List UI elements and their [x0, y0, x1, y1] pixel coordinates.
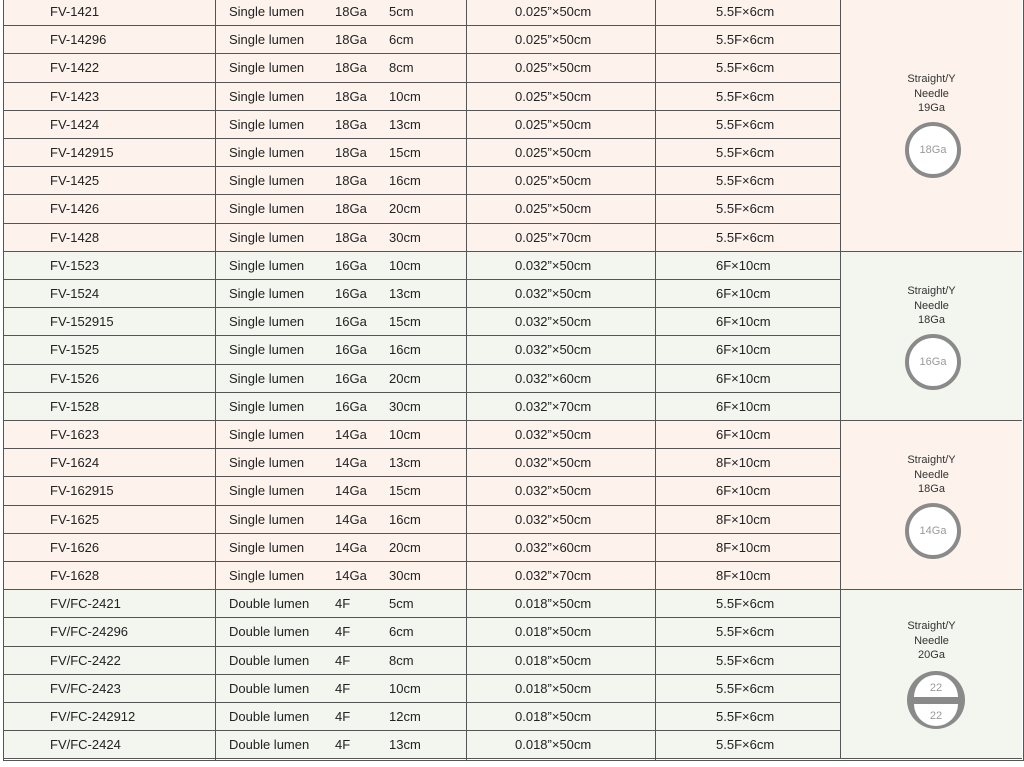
double-lumen-ring-icon — [905, 669, 967, 731]
table-row — [4, 675, 840, 703]
table-row — [4, 647, 840, 675]
cell-code: FV-1426 — [50, 201, 100, 216]
cell-code: FV-1424 — [50, 117, 100, 132]
cell-length: 13cm — [389, 117, 421, 132]
cell-dilator: 5.5F×6cm — [716, 89, 775, 104]
cell-length: 12cm — [389, 709, 421, 724]
table-row — [4, 590, 840, 618]
cell-length: 6cm — [389, 32, 414, 47]
cell-dilator: 6F×10cm — [716, 427, 771, 442]
cell-guidewire: 0.032”×50cm — [515, 314, 592, 329]
needle-label-line1: Straight/Y — [907, 285, 956, 297]
cell-gauge: 18Ga — [335, 230, 367, 245]
cell-length: 10cm — [389, 258, 421, 273]
table-row — [4, 280, 840, 308]
cell-type: Single lumen — [229, 89, 305, 104]
table-row — [4, 449, 840, 477]
cell-type: Single lumen — [229, 230, 305, 245]
cell-type: Single lumen — [229, 371, 305, 386]
cell-type: Single lumen — [229, 427, 305, 442]
cell-type: Single lumen — [229, 32, 305, 47]
cell-type: Single lumen — [229, 173, 305, 188]
cell-gauge: 4F — [335, 681, 351, 696]
table-row — [4, 618, 840, 647]
table-row — [4, 421, 840, 449]
cell-code: FV-1526 — [50, 371, 100, 386]
cell-dilator: 5.5F×6cm — [716, 737, 775, 752]
cell-dilator: 5.5F×6cm — [716, 32, 775, 47]
cell-dilator: 6F×10cm — [716, 314, 771, 329]
table-row — [4, 252, 840, 280]
cell-gauge: 18Ga — [335, 89, 367, 104]
cell-code: FV-1624 — [50, 455, 100, 470]
table-row — [4, 562, 840, 590]
cell-code: FV-1524 — [50, 286, 100, 301]
cell-dilator: 5.5F×6cm — [716, 201, 775, 216]
cell-gauge: 18Ga — [335, 145, 367, 160]
cell-dilator: 5.5F×6cm — [716, 4, 775, 19]
cell-code: FV/FC-2424 — [50, 737, 121, 752]
cell-guidewire: 0.032”×60cm — [515, 371, 592, 386]
table-row — [4, 83, 840, 111]
cell-code: FV-1528 — [50, 399, 100, 414]
cell-guidewire: 0.032”×50cm — [515, 342, 592, 357]
cell-length: 15cm — [389, 314, 421, 329]
cell-gauge: 4F — [335, 653, 351, 668]
needle-label-line1: Straight/Y — [907, 620, 956, 632]
cell-dilator: 5.5F×6cm — [716, 681, 775, 696]
cell-gauge: 16Ga — [335, 342, 367, 357]
cell-guidewire: 0.032”×70cm — [515, 399, 592, 414]
cell-length: 13cm — [389, 286, 421, 301]
cell-gauge: 16Ga — [335, 371, 367, 386]
cell-code: FV-1626 — [50, 540, 100, 555]
needle-label-line2: Needle — [914, 87, 949, 100]
cell-length: 15cm — [389, 483, 421, 498]
table-row — [4, 393, 840, 421]
cell-gauge: 18Ga — [335, 173, 367, 188]
cell-code: FV-1423 — [50, 89, 100, 104]
cell-type: Single lumen — [229, 286, 305, 301]
cell-gauge: 14Ga — [335, 540, 367, 555]
cell-dilator: 8F×10cm — [716, 512, 771, 527]
table-row — [4, 534, 840, 562]
cell-code: FV-1428 — [50, 230, 100, 245]
cell-gauge: 18Ga — [335, 201, 367, 216]
cell-type: Single lumen — [229, 483, 305, 498]
cell-dilator: 5.5F×6cm — [716, 596, 775, 611]
cell-code: FV-162915 — [50, 483, 114, 498]
cell-gauge: 16Ga — [335, 399, 367, 414]
lumen-gauge-label: 22 — [929, 710, 943, 722]
product-spec-table — [3, 0, 1024, 761]
cell-guidewire: 0.018”×50cm — [515, 737, 592, 752]
cell-code: FV-152915 — [50, 314, 114, 329]
single-lumen-ring-icon: 14Ga — [905, 503, 961, 559]
cell-guidewire: 0.032”×50cm — [515, 258, 592, 273]
cell-gauge: 16Ga — [335, 286, 367, 301]
cell-length: 16cm — [389, 173, 421, 188]
cell-gauge: 4F — [335, 624, 351, 639]
cell-gauge: 4F — [335, 737, 351, 752]
cell-guidewire: 0.025”×50cm — [515, 32, 592, 47]
cell-guidewire: 0.018”×50cm — [515, 624, 592, 639]
cell-gauge: 16Ga — [335, 258, 367, 273]
cell-dilator: 6F×10cm — [716, 286, 771, 301]
cell-code: FV-1623 — [50, 427, 100, 442]
cell-type: Double lumen — [229, 737, 310, 752]
lumen-gauge-label: 22 — [929, 682, 943, 694]
cell-type: Single lumen — [229, 540, 305, 555]
needle-label-line1: Straight/Y — [907, 454, 956, 466]
table-row — [4, 111, 840, 139]
cell-length: 13cm — [389, 455, 421, 470]
table-row — [4, 477, 840, 506]
cell-length: 20cm — [389, 371, 421, 386]
column-divider — [466, 0, 467, 760]
cell-length: 20cm — [389, 201, 421, 216]
cell-type: Double lumen — [229, 681, 310, 696]
cell-type: Single lumen — [229, 314, 305, 329]
cell-type: Double lumen — [229, 709, 310, 724]
cell-type: Double lumen — [229, 624, 310, 639]
cell-dilator: 5.5F×6cm — [716, 230, 775, 245]
cell-dilator: 5.5F×6cm — [716, 624, 775, 639]
cell-type: Single lumen — [229, 568, 305, 583]
cell-dilator: 5.5F×6cm — [716, 653, 775, 668]
column-divider — [215, 0, 216, 760]
cell-length: 5cm — [389, 596, 414, 611]
cell-type: Single lumen — [229, 399, 305, 414]
cell-guidewire: 0.018”×50cm — [515, 653, 592, 668]
needle-label-line2: Needle — [914, 468, 949, 481]
cell-guidewire: 0.032”×50cm — [515, 512, 592, 527]
cell-dilator: 6F×10cm — [716, 342, 771, 357]
cell-code: FV-1523 — [50, 258, 100, 273]
table-row — [4, 308, 840, 336]
cell-guidewire: 0.032”×70cm — [515, 568, 592, 583]
table-row — [4, 506, 840, 534]
cell-gauge: 14Ga — [335, 427, 367, 442]
cell-code: FV/FC-242912 — [50, 709, 136, 724]
table-row — [4, 336, 840, 365]
cell-dilator: 5.5F×6cm — [716, 117, 775, 132]
needle-spec-cell — [840, 252, 1022, 421]
table-row — [4, 195, 840, 224]
table-row — [4, 703, 840, 731]
cell-guidewire: 0.025”×50cm — [515, 117, 592, 132]
cell-code: FV/FC-2421 — [50, 596, 121, 611]
single-lumen-ring-icon: 18Ga — [905, 122, 961, 178]
cell-code: FV-1525 — [50, 342, 100, 357]
cell-dilator: 6F×10cm — [716, 371, 771, 386]
table-row — [4, 139, 840, 167]
needle-spec-cell — [840, 590, 1022, 759]
cell-guidewire: 0.025”×50cm — [515, 145, 592, 160]
cell-code: FV/FC-2423 — [50, 681, 121, 696]
cell-code: FV-142915 — [50, 145, 114, 160]
cell-gauge: 16Ga — [335, 314, 367, 329]
cell-code: FV-14296 — [50, 32, 107, 47]
cell-code: FV/FC-24296 — [50, 624, 129, 639]
table-row — [4, 54, 840, 83]
cell-gauge: 14Ga — [335, 455, 367, 470]
cell-guidewire: 0.025”×50cm — [515, 4, 592, 19]
cell-guidewire: 0.018”×50cm — [515, 596, 592, 611]
cell-dilator: 5.5F×6cm — [716, 60, 775, 75]
cell-length: 8cm — [389, 60, 414, 75]
cell-type: Single lumen — [229, 512, 305, 527]
cell-guidewire: 0.025”×70cm — [515, 230, 592, 245]
cell-length: 5cm — [389, 4, 414, 19]
cell-length: 10cm — [389, 427, 421, 442]
needle-label-line2: Needle — [914, 634, 949, 647]
cell-code: FV-1625 — [50, 512, 100, 527]
needle-spec-cell — [840, 421, 1022, 590]
table-row — [4, 731, 840, 759]
cell-length: 30cm — [389, 399, 421, 414]
needle-label-line1: Straight/Y — [907, 73, 956, 85]
table-row — [4, 0, 840, 26]
table-row — [4, 167, 840, 195]
cell-length: 30cm — [389, 230, 421, 245]
needle-label-line3: 19Ga — [918, 102, 945, 114]
cell-gauge: 14Ga — [335, 483, 367, 498]
cell-length: 8cm — [389, 653, 414, 668]
cell-length: 13cm — [389, 737, 421, 752]
cell-guidewire: 0.032”×50cm — [515, 483, 592, 498]
cell-type: Double lumen — [229, 653, 310, 668]
cell-guidewire: 0.032”×50cm — [515, 427, 592, 442]
cell-guidewire: 0.032”×50cm — [515, 455, 592, 470]
cell-gauge: 18Ga — [335, 60, 367, 75]
cell-guidewire: 0.032”×60cm — [515, 540, 592, 555]
cell-code: FV-1628 — [50, 568, 100, 583]
cell-type: Double lumen — [229, 596, 310, 611]
cell-dilator: 6F×10cm — [716, 483, 771, 498]
cell-gauge: 14Ga — [335, 568, 367, 583]
cell-gauge: 18Ga — [335, 4, 367, 19]
cell-length: 10cm — [389, 89, 421, 104]
needle-label-line3: 18Ga — [918, 483, 945, 495]
cell-code: FV-1422 — [50, 60, 100, 75]
cell-type: Single lumen — [229, 258, 305, 273]
cell-dilator: 8F×10cm — [716, 540, 771, 555]
cell-type: Single lumen — [229, 342, 305, 357]
single-lumen-ring-icon: 16Ga — [905, 334, 961, 390]
cell-type: Single lumen — [229, 4, 305, 19]
cell-dilator: 8F×10cm — [716, 568, 771, 583]
cell-guidewire: 0.025”×50cm — [515, 60, 592, 75]
column-divider — [655, 0, 656, 760]
needle-label-line2: Needle — [914, 299, 949, 312]
cell-guidewire: 0.025”×50cm — [515, 173, 592, 188]
cell-guidewire: 0.018”×50cm — [515, 709, 592, 724]
cell-dilator: 5.5F×6cm — [716, 145, 775, 160]
needle-label-line3: 18Ga — [918, 314, 945, 326]
cell-type: Single lumen — [229, 145, 305, 160]
cell-guidewire: 0.018”×50cm — [515, 681, 592, 696]
cell-type: Single lumen — [229, 60, 305, 75]
cell-length: 16cm — [389, 342, 421, 357]
cell-guidewire: 0.025”×50cm — [515, 201, 592, 216]
table-row — [4, 365, 840, 393]
cell-dilator: 6F×10cm — [716, 399, 771, 414]
cell-dilator: 5.5F×6cm — [716, 709, 775, 724]
cell-guidewire: 0.025”×50cm — [515, 89, 592, 104]
cell-gauge: 18Ga — [335, 117, 367, 132]
cell-dilator: 8F×10cm — [716, 455, 771, 470]
cell-code: FV-1425 — [50, 173, 100, 188]
needle-spec-cell — [840, 0, 1022, 252]
cell-type: Single lumen — [229, 455, 305, 470]
cell-length: 20cm — [389, 540, 421, 555]
cell-length: 6cm — [389, 624, 414, 639]
cell-code: FV-1421 — [50, 4, 100, 19]
cell-code: FV/FC-2422 — [50, 653, 121, 668]
cell-gauge: 18Ga — [335, 32, 367, 47]
cell-length: 10cm — [389, 681, 421, 696]
cell-length: 16cm — [389, 512, 421, 527]
cell-length: 30cm — [389, 568, 421, 583]
cell-gauge: 4F — [335, 596, 351, 611]
table-row — [4, 224, 840, 252]
cell-gauge: 4F — [335, 709, 351, 724]
cell-type: Single lumen — [229, 117, 305, 132]
cell-dilator: 5.5F×6cm — [716, 173, 775, 188]
table-row — [4, 26, 840, 54]
cell-gauge: 14Ga — [335, 512, 367, 527]
cell-type: Single lumen — [229, 201, 305, 216]
cell-dilator: 6F×10cm — [716, 258, 771, 273]
cell-length: 15cm — [389, 145, 421, 160]
cell-guidewire: 0.032”×50cm — [515, 286, 592, 301]
needle-label-line3: 20Ga — [918, 649, 945, 661]
